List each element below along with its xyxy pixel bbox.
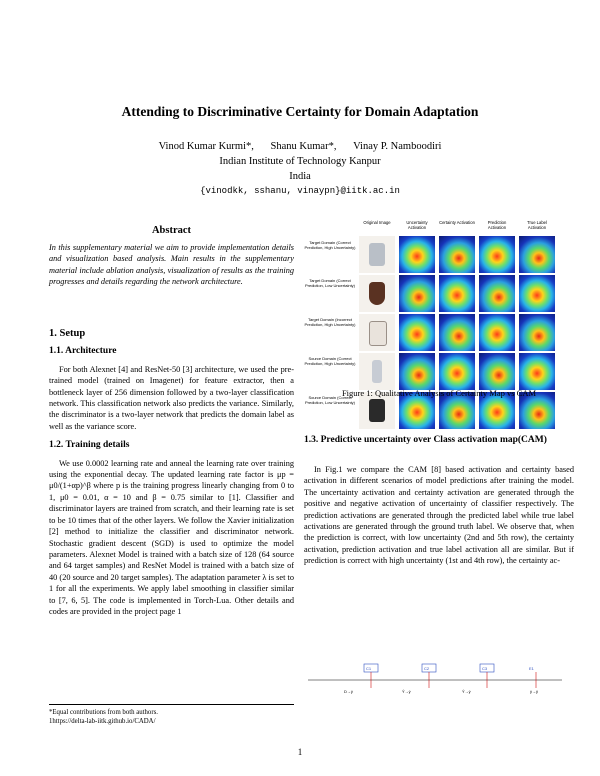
diagram-label: C3 xyxy=(482,666,488,671)
heatmap xyxy=(519,236,555,273)
heatmap xyxy=(439,275,475,312)
page-number: 1 xyxy=(297,747,303,757)
heatmap xyxy=(479,314,515,351)
figure-caption: Figure 1: Qualitative Analysis of Certainty Map vs CAM xyxy=(341,388,537,398)
heatmap xyxy=(479,275,515,312)
architecture-paragraph: For both Alexnet [4] and ResNet-50 [3] architecture, we used the pre-trained model (trained on Imagenet) for feature extractor, then a bottleneck layer of 256 dimension followed by a two-layer classification network. This classification network also predicts the variance. Similarly, the discriminator is a two-layer network that predicts the domain label as well as the variance score. xyxy=(49,364,294,431)
col-header: True Label Activation xyxy=(527,220,547,230)
heatmap xyxy=(519,353,555,390)
diagram-label: C2 xyxy=(424,666,430,671)
section-setup: 1. Setup xyxy=(49,328,86,339)
heatmap xyxy=(399,353,435,390)
row-label: Target Domain (Correct Prediction, High Uncertainty) xyxy=(304,240,356,250)
col-header: Original Image xyxy=(363,220,391,225)
section-architecture: 1.1. Architecture xyxy=(49,346,117,357)
heatmap xyxy=(399,236,435,273)
country: India xyxy=(289,171,311,182)
footnote-equal: *Equal contributions from both authors. xyxy=(49,709,158,716)
heatmap xyxy=(399,314,435,351)
section-training: 1.2. Training details xyxy=(49,440,130,451)
architecture-diagram xyxy=(304,660,566,696)
heatmap xyxy=(439,353,475,390)
col-header: Certainty Activation xyxy=(439,220,475,225)
uncertainty-text: In Fig.1 we compare the CAM [8] based activation and certainty based activation in different scenarios of model predictions after training the model. The uncertainty activation and certainty activation are generated through the positive and negative activation of uncertainty of classifier respectively. The prediction activations are generated through the predicted label while true label activations are generated through the ground truth label. We observe that, when the prediction is correct, with low uncertainty (2nd and 5th row), the certainty activation, prediction activation and true label activation all are similar. But if prediction is correct with high uncertainty (1st and 4th row), the certainty ac- xyxy=(304,465,574,566)
author-3: Vinay P. Namboodiri xyxy=(353,141,442,152)
row-label: Source Domain (Correct Prediction, Low Uncertainty) xyxy=(304,395,356,405)
abstract-heading: Abstract xyxy=(151,225,192,236)
col-header: Prediction Activation xyxy=(487,220,507,230)
author-2: Shanu Kumar*, xyxy=(270,141,337,152)
abstract-text: In this supplementary material we aim to provide implementation details and visualization based analysis. Main results in the supplementary material include ablation analysis, visualization of results as the training progresses and details regarding the network architecture. xyxy=(49,243,294,287)
diagram-label: C1 xyxy=(366,666,372,671)
heatmap xyxy=(439,314,475,351)
diagram-label: D→ŷ xyxy=(344,689,353,694)
heatmap xyxy=(439,236,475,273)
affiliation: Indian Institute of Technology Kanpur xyxy=(219,156,381,167)
training-paragraph: We use 0.0002 learning rate and anneal the learning rate over training using the exponential decay. The updated learning rate factor is μp = μ0/(1+αp)^β where p is the training progress linearly changing from 0 to 1, μ0 = 0.01, α = 10 and β = 0.75 similar to [1]. Classifier and discriminator layers are trained from scratch, and their learning rate is set to be 10 times that of the other layers. We follow the Xavier initialization [2] method to initialize the classifier and discriminator network. Stochastic gradient descent (SGD) is used to optimize the model parameters. Alexnet Model is trained with a batch size of 128 (64 source and 64 target samples) and ResNet Model is trained with a batch size of 40 (20 source and 20 target samples). The adaptation parameter λ is set to 1 for all the experiments. We apply label smoothing in classifier similar to [7, 6, 5]. The code is implemented in Torch-Lua. Other details and codes are provided in the project page 1 xyxy=(49,458,294,616)
uncertainty-paragraph xyxy=(304,464,574,567)
author-list xyxy=(0,141,600,152)
footnote-url[interactable]: 1https://delta-lab-iitk.github.io/CADA/ xyxy=(49,718,156,725)
email: {vinodkk, sshanu, vinaypn}@iitk.ac.in xyxy=(200,186,400,196)
author-1: Vinod Kumar Kurmi*, xyxy=(158,141,254,152)
row-label: Source Domain (Correct Prediction, High Uncertainty) xyxy=(304,356,356,366)
diagram-label: E1 xyxy=(529,666,534,671)
heatmap xyxy=(479,353,515,390)
col-header: Uncertainty Activation xyxy=(406,220,428,230)
diagram-label: Ŷ→ŷ xyxy=(402,689,411,694)
heatmap xyxy=(519,275,555,312)
original-image xyxy=(359,353,395,390)
diagram-label: Ŷ→ŷ xyxy=(462,689,471,694)
paper-title: Attending to Discriminative Certainty for Domain Adaptation xyxy=(121,104,479,119)
heatmap xyxy=(519,314,555,351)
heatmap xyxy=(399,275,435,312)
row-label: Target Domain (Incorrect Prediction, High Uncertainty) xyxy=(304,317,356,327)
original-image xyxy=(359,314,395,351)
heatmap xyxy=(479,236,515,273)
footnotes xyxy=(49,704,294,726)
diagram-label: ŷ→ȳ xyxy=(530,689,538,694)
original-image xyxy=(359,275,395,312)
row-label: Target Domain (Correct Prediction, Low Uncertainty) xyxy=(304,278,356,288)
original-image xyxy=(359,236,395,273)
section-uncertainty: 1.3. Predictive uncertainty over Class activation map(CAM) xyxy=(304,435,547,445)
left-body xyxy=(49,328,294,617)
